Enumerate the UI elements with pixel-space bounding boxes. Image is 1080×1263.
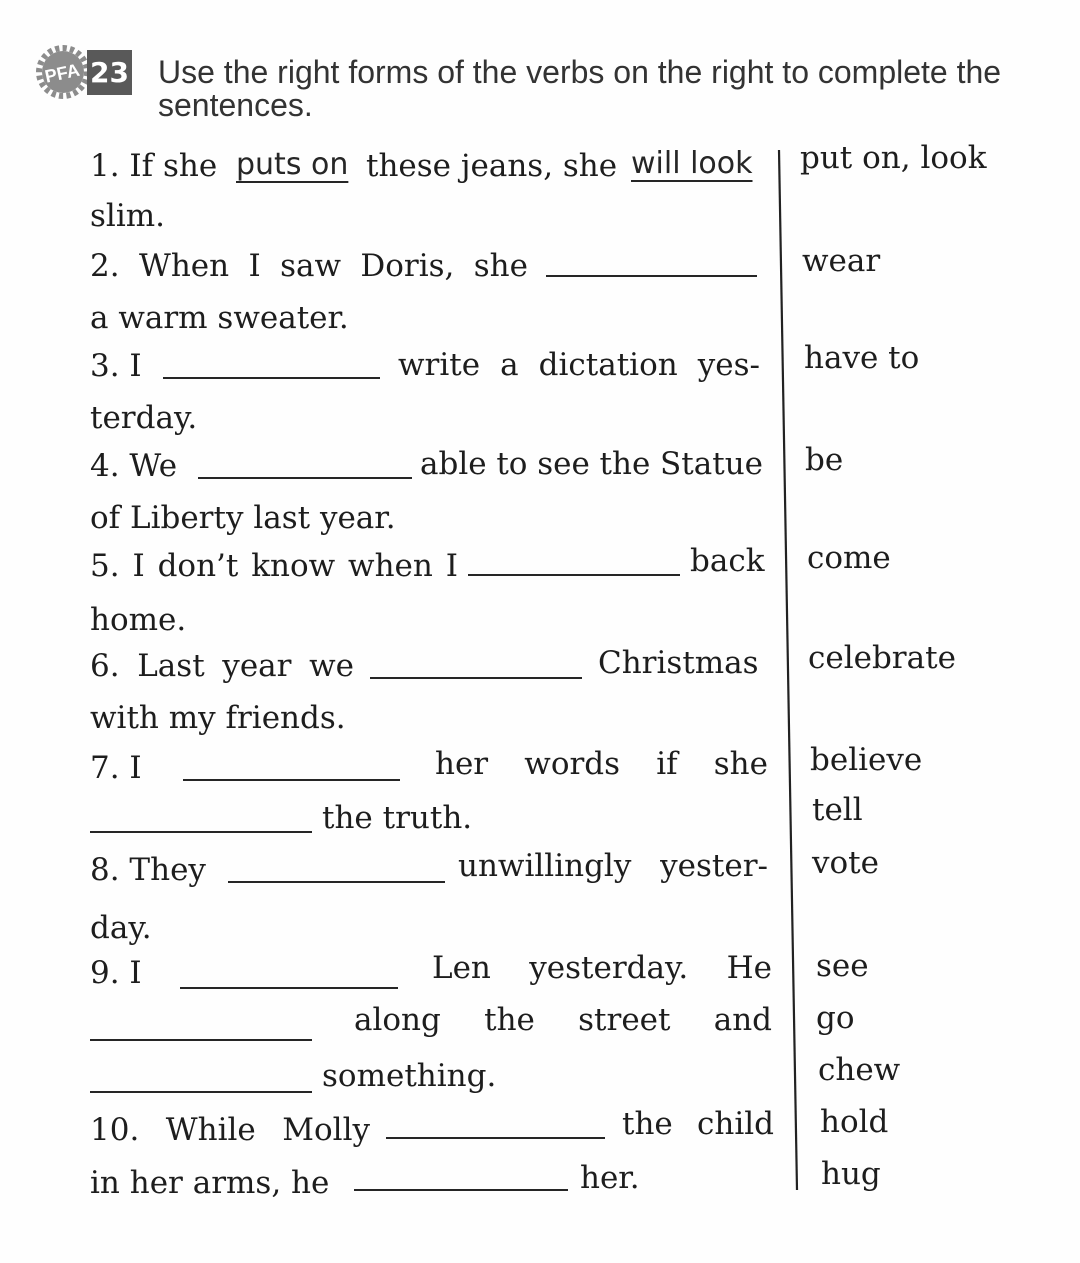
verb-hint: have to [804,340,920,376]
answer-blank [90,831,312,833]
answer-blank [180,987,398,989]
item-7-text: her words if she [435,746,768,782]
pfa-badge-icon [35,43,91,101]
item-6-text: Christmas [598,645,759,681]
item-4-text: able to see the Statue [420,446,763,482]
item-3-text: write a dictation yes- [398,347,760,383]
item-4-text: of Liberty last year. [90,500,396,536]
answer-blank [183,779,400,781]
instruction-line-2: sentences. [158,87,313,123]
item-9-text: Len yesterday. He [432,950,772,986]
answer-blank [90,1091,312,1093]
answer-blank [370,677,582,679]
verb-hint: celebrate [808,640,956,676]
item-8-text: unwillingly yester- [458,848,768,884]
verb-hint: see [816,948,869,984]
verb-hint: believe [810,742,923,778]
instruction-line-1: Use the right forms of the verbs on the right to complete the [158,54,1002,90]
item-1-text: 1. If she [90,148,218,184]
item-3-text: terday. [90,400,198,436]
exercise-number: 23 [87,50,132,95]
answer-blank [163,377,380,379]
item-9-text: along the street and [354,1002,772,1038]
item-5-text: 5. I don’t know when I [90,548,458,584]
item-3-text: 3. I [90,348,142,384]
item-6-text: 6. Last year we [90,648,354,684]
item-10-text: her. [580,1160,640,1196]
answer-blank [198,477,412,479]
verb-hint: come [807,540,891,576]
item-1-text: these jeans, she [366,148,618,184]
verb-hint: wear [802,243,881,279]
verb-hint: chew [818,1052,901,1088]
item-9-text: 9. I [90,955,142,991]
verb-hint: vote [812,845,879,881]
item-7-text: 7. I [90,750,142,786]
verb-hint: go [816,1000,855,1036]
verb-hint: tell [812,792,863,828]
answer-blank [354,1189,568,1191]
answer-blank [546,275,757,277]
filled-answer: will look [631,146,753,181]
item-5-text: back [690,543,765,579]
item-10-text: in her arms, he [90,1165,330,1201]
item-8-text: day. [90,910,152,946]
item-9-text: something. [322,1058,497,1094]
answer-blank [228,881,445,883]
badge-label: PFA [43,59,82,87]
item-7-text: the truth. [322,800,473,836]
verb-hint: hug [821,1156,881,1192]
item-2-text: 2. When I saw Doris, she [90,248,528,284]
answer-blank [90,1039,312,1041]
item-4-text: 4. We [90,448,178,484]
item-10-text: the child [622,1106,774,1142]
verb-hint: hold [820,1104,889,1140]
answer-blank [386,1137,605,1139]
item-6-text: with my friends. [90,700,346,736]
item-1-text: slim. [90,198,165,234]
filled-answer: puts on [236,147,349,182]
answer-blank [468,574,680,576]
item-10-text: 10. While Molly [90,1112,370,1148]
verb-hint: be [805,442,844,478]
item-8-text: 8. They [90,852,206,888]
verb-hint: put on, look [800,140,987,176]
item-2-text: a warm sweater. [90,300,349,336]
item-5-text: home. [90,602,187,638]
